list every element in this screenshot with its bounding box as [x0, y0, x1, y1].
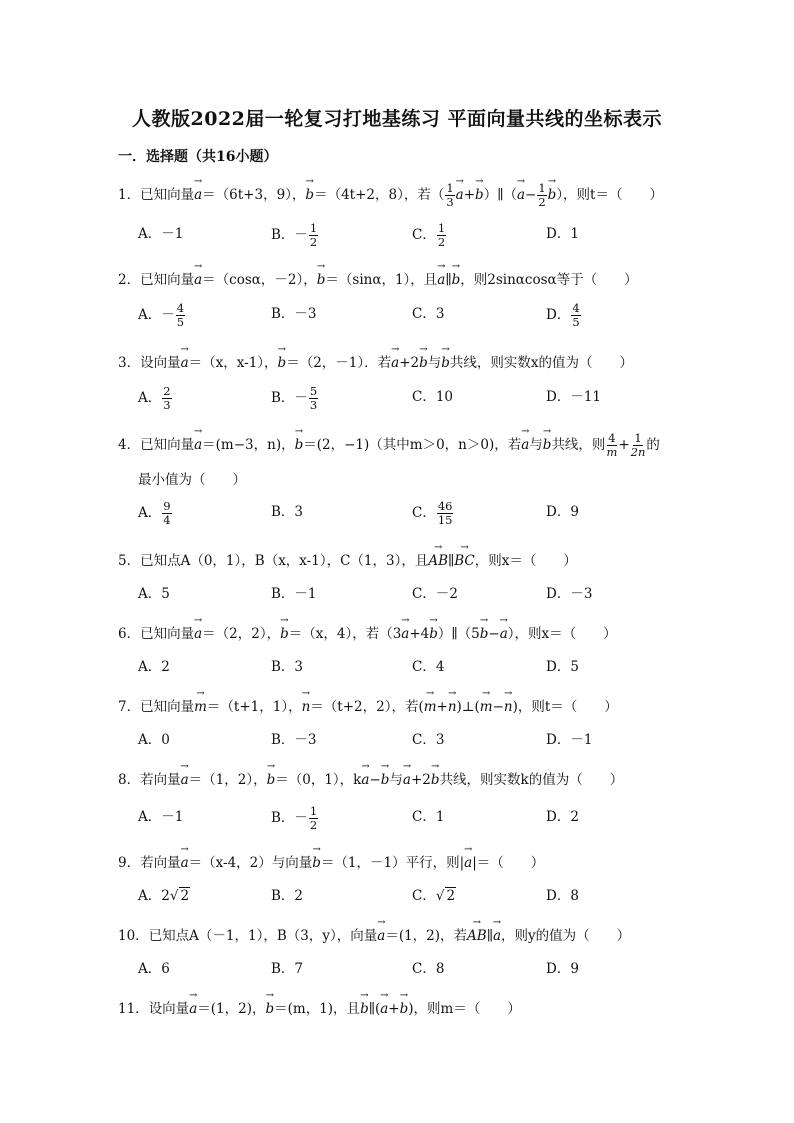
question-4: 4．已知向量→ a＝(m−3，n)，→ b＝(2，−1)（其中m＞0，n＞0)，若→ a与→ b共线，则 $\frac{4}{m}$ + $\frac{1}{2n}$ 的 [118, 432, 660, 459]
option-a[interactable]: A．－1 [138, 226, 184, 242]
option-c[interactable]: C． $\frac{1}{2}$ [412, 221, 446, 249]
question-5: 5．已知点A（0，1），B（x，x-1），C（1，3），且→ AB∥→ BC，则x＝（ ） [118, 549, 577, 569]
option-b[interactable]: B．2 [271, 888, 304, 904]
option-c[interactable]: C．3 [412, 306, 445, 322]
question-2: 2．已知向量→ a＝（cosα，－2），→ b＝（sinα，1），且→ a∥→ b，则2sinαcosα等于（ ） [118, 268, 638, 288]
question-9: 9．若向量→ a＝（x-4，2）与向量→ b＝（1，－1）平行，则|→ a|＝（ ） [118, 851, 544, 871]
question-2-options [138, 302, 698, 332]
option-b[interactable]: B．3 [271, 504, 304, 520]
option-d[interactable]: D．5 [546, 659, 579, 675]
option-b[interactable]: B．－3 [271, 306, 317, 322]
option-b[interactable]: B．－1 [271, 586, 317, 602]
question-9-options [138, 884, 698, 914]
question-5-options [138, 582, 698, 612]
option-d[interactable]: D． $\frac{4}{5}$ [546, 301, 580, 329]
question-11: 11．设向量→ a＝(1，2)，→ b＝(m，1)，且→ b∥(→ a+→ b)，则m＝（ ） [118, 997, 521, 1017]
option-a[interactable]: A． $\frac{9}{4}$ [138, 499, 171, 527]
option-a[interactable]: A．5 [138, 586, 170, 602]
question-1-options [138, 222, 698, 252]
option-a[interactable]: A．0 [138, 732, 170, 748]
option-d[interactable]: D．8 [546, 888, 579, 904]
question-6: 6．已知向量→ a＝（2，2），→ b＝（x，4），若（3→ a+4→ b）∥（5→ b−→ a），则x＝（ ） [118, 622, 617, 642]
option-d[interactable]: D．9 [546, 504, 579, 520]
option-d[interactable]: D．－1 [546, 732, 593, 748]
question-10-options [138, 957, 698, 987]
option-d[interactable]: D．1 [546, 226, 579, 242]
option-c[interactable]: C． $\frac{46}{15}$ [412, 499, 453, 527]
question-7: 7．已知向量→ m＝（t+1，1），→ n＝（t+2，2），若(→ m+→ n)⊥(→ m−→ n)，则t＝（ ） [118, 695, 618, 715]
option-b[interactable]: B．－ $\frac{5}{3}$ [271, 384, 318, 412]
option-a[interactable]: A．6 [138, 961, 170, 977]
option-c[interactable]: C．4 [412, 659, 445, 675]
question-3-options [138, 385, 698, 415]
document-title: 人教版2022届一轮复习打地基练习 平面向量共线的坐标表示 [132, 108, 662, 130]
option-a[interactable]: A．2√ 2 [138, 888, 190, 904]
question-4-continuation: 最小值为（ ） [138, 472, 246, 488]
option-a[interactable]: A． $\frac{2}{3}$ [138, 384, 171, 412]
question-7-options [138, 728, 698, 758]
option-b[interactable]: B．7 [271, 961, 304, 977]
option-d[interactable]: D．9 [546, 961, 579, 977]
option-b[interactable]: B．－ $\frac{1}{2}$ [271, 804, 318, 832]
option-d[interactable]: D．－3 [546, 586, 593, 602]
question-6-options [138, 655, 698, 685]
option-d[interactable]: D．2 [546, 809, 579, 825]
option-a[interactable]: A．－ $\frac{4}{5}$ [138, 301, 185, 329]
option-c[interactable]: C．3 [412, 732, 445, 748]
question-10: 10．已知点A（－1，1），B（3，y），向量→ a＝(1，2)，若→ AB∥→ a，则y的值为（ ） [118, 924, 630, 944]
option-b[interactable]: B．3 [271, 659, 304, 675]
option-c[interactable]: C．1 [412, 809, 445, 825]
option-b[interactable]: B．－ $\frac{1}{2}$ [271, 221, 318, 249]
option-a[interactable]: A．2 [138, 659, 170, 675]
question-1: 1．已知向量→ a＝（6t+3，9），→ b＝（4t+2，8），若（ $\frac{1}{3}$ → a+→ b）∥（→ a− $\frac{1}{2}$ → b），则t＝（ ） [118, 182, 663, 209]
question-3: 3．设向量→ a＝（x，x-1），→ b＝（2，－1）．若→ a+2→ b与→ b共线，则实数x的值为（ ） [118, 351, 633, 371]
question-4-options [138, 500, 698, 530]
option-c[interactable]: C．10 [412, 389, 454, 405]
option-c[interactable]: C．8 [412, 961, 445, 977]
option-a[interactable]: A．－1 [138, 809, 184, 825]
section-heading: 一．选择题（共16小题） [118, 149, 278, 165]
option-c[interactable]: C．√ 2 [412, 888, 456, 904]
option-c[interactable]: C．－2 [412, 586, 458, 602]
question-8-options [138, 805, 698, 835]
option-b[interactable]: B．－3 [271, 732, 317, 748]
option-d[interactable]: D．－11 [546, 389, 602, 405]
question-8: 8．若向量→ a＝（1，2），→ b＝（0，1），k→ a−→ b与→ a+2→ b共线，则实数k的值为（ ） [118, 768, 623, 788]
